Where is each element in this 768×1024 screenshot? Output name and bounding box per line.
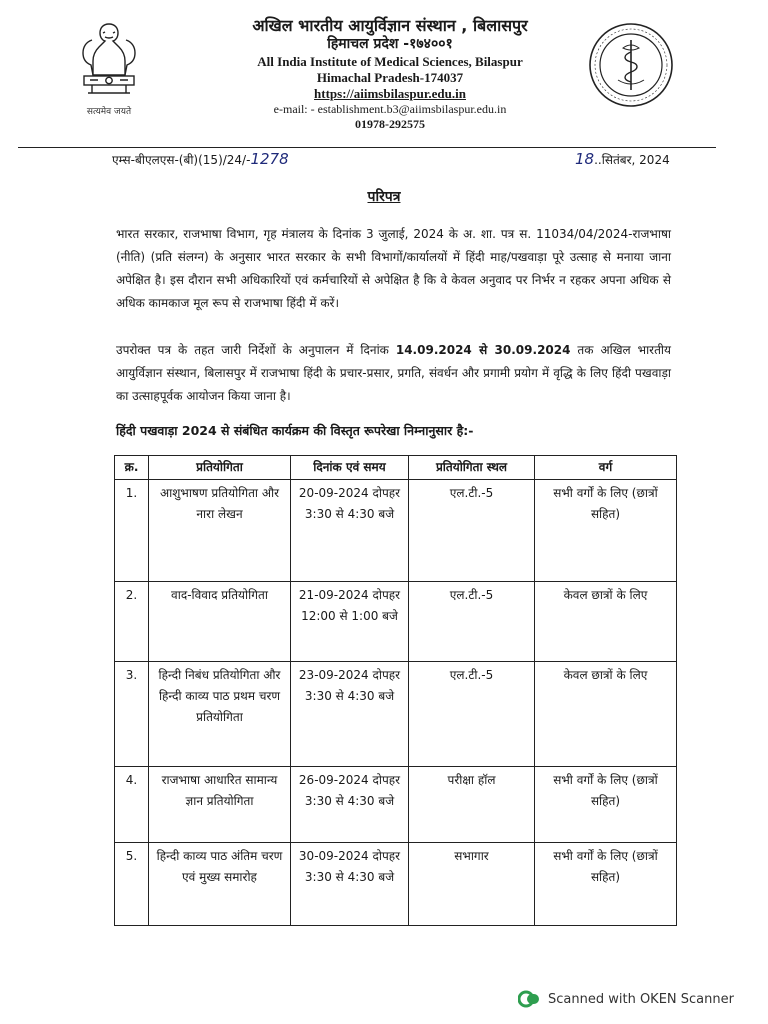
cell-serial: 4. (115, 767, 149, 843)
phone-number: 01978-292575 (355, 117, 425, 132)
header-date-time: दिनांक एवं समय (291, 456, 409, 480)
header-serial: क्र. (115, 456, 149, 480)
cell-competition: हिन्दी निबंध प्रतियोगिता और हिन्दी काव्य पाठ प्रथम चरण प्रतियोगिता (149, 662, 291, 767)
cell-venue: एल.टी.-5 (409, 582, 535, 662)
state-english: Himachal Pradesh-174037 (316, 69, 464, 85)
website-link[interactable]: https://aiimsbilaspur.edu.in (314, 86, 466, 101)
cell-venue: परीक्षा हॉल (409, 767, 535, 843)
cell-competition: हिन्दी काव्य पाठ अंतिम चरण एवं मुख्य समारोह (149, 843, 291, 926)
emblem-caption: सत्यमेव जयते (86, 107, 132, 117)
cell-date-time: 30-09-2024 दोपहर 3:30 से 4:30 बजे (291, 843, 409, 926)
scanner-watermark (518, 990, 734, 1008)
header-category: वर्ग (535, 456, 677, 480)
cell-category: सभी वर्गों के लिए (छात्रों सहित) (535, 767, 677, 843)
letter-date (575, 150, 670, 168)
scanner-text: Scanned with OKEN Scanner (548, 991, 734, 1007)
table-row (115, 582, 677, 662)
cell-competition: वाद-विवाद प्रतियोगिता (149, 582, 291, 662)
document-subject: परिपत्र (367, 189, 401, 205)
program-table (114, 455, 677, 926)
date-handwritten-day: 18 (575, 150, 595, 168)
paragraph-2-part-c: तक अखिल भारतीय आयुर्विज्ञान संस्थान, बिलासपुर में राजभाषा हिंदी के प्रचार-प्रसार, प्रगति, संवर्धन और प्रगामी प्रयोग में वृद्धि के लिए हिंदी पखवाड़ा का उत्साहपूर्वक आयोजन किया जाना है। (116, 343, 672, 403)
table-row (115, 480, 677, 582)
cell-serial: 2. (115, 582, 149, 662)
reference-handwritten-number: 1278 (250, 150, 289, 168)
paragraph-2-part-a: उपरोक्त पत्र के तहत जारी निर्देशों के अनुपालन में दिनांक (116, 343, 396, 357)
cell-category: सभी वर्गों के लिए (छात्रों सहित) (535, 480, 677, 582)
header-competition: प्रतियोगिता (149, 456, 291, 480)
header-rule (18, 147, 716, 148)
cell-date-time: 20-09-2024 दोपहर 3:30 से 4:30 बजे (291, 480, 409, 582)
date-month-year: ..सितंबर, 2024 (594, 153, 670, 167)
paragraph-2-connector: से (471, 343, 495, 357)
table-header-row (115, 456, 677, 480)
aiims-seal-icon (588, 22, 674, 108)
national-emblem (70, 16, 148, 120)
table-row (115, 767, 677, 843)
cell-serial: 5. (115, 843, 149, 926)
cell-date-time: 21-09-2024 दोपहर 12:00 से 1:00 बजे (291, 582, 409, 662)
table-row (115, 662, 677, 767)
paragraph-2-end-date: 30.09.2024 (494, 343, 571, 357)
reference-prefix: एम्स-बीएलएस-(बी)(15)/24/- (112, 153, 251, 167)
reference-number (112, 150, 289, 168)
national-emblem-icon (70, 16, 148, 102)
org-name-hindi: अखिल भारतीय आयुर्विज्ञान संस्थान , बिलासपुर (252, 16, 528, 35)
cell-date-time: 26-09-2024 दोपहर 3:30 से 4:30 बजे (291, 767, 409, 843)
cell-competition: राजभाषा आधारित सामान्य ज्ञान प्रतियोगिता (149, 767, 291, 843)
cell-venue: एल.टी.-5 (409, 662, 535, 767)
cell-competition: आशुभाषण प्रतियोगिता और नारा लेखन (149, 480, 291, 582)
cell-date-time: 23-09-2024 दोपहर 3:30 से 4:30 बजे (291, 662, 409, 767)
cell-category: केवल छात्रों के लिए (535, 662, 677, 767)
email-line: e-mail: - establishment.b3@aiimsbilaspur.edu.in (273, 102, 507, 117)
letterhead (190, 16, 590, 132)
table-row (115, 843, 677, 926)
cell-category: केवल छात्रों के लिए (535, 582, 677, 662)
cell-venue: सभागार (409, 843, 535, 926)
org-name-english: All India Institute of Medical Sciences, Bilaspur (257, 53, 523, 69)
header-venue: प्रतियोगिता स्थल (409, 456, 535, 480)
cell-category: सभी वर्गों के लिए (छात्रों सहित) (535, 843, 677, 926)
table-heading: हिंदी पखवाड़ा 2024 से संबंधित कार्यक्रम की विस्तृत रूपरेखा निम्नानुसार है:- (116, 423, 474, 438)
paragraph-2-start-date: 14.09.2024 (395, 343, 472, 357)
cell-serial: 3. (115, 662, 149, 767)
paragraph-1: भारत सरकार, राजभाषा विभाग, गृह मंत्रालय के दिनांक 3 जुलाई, 2024 के अ. शा. पत्र स. 11034/04/2024-राजभाषा (नीति) (प्रति संलग्न) के अनुसार भारत सरकार के सभी विभागों/कार्यालयों में हिंदी माह/पखवाड़ा पूरे उत्साह से मनाया जाना अपेक्षित है। इस दौरान सभी अधिकारियों एवं कर्मचारियों से अपेक्षित है कि वे केवल अनुवाद पर निर्भर न रहकर अपना अधिक से अधिक कामकाज मूल रूप से राजभाषा हिंदी में करें। (116, 227, 671, 310)
paragraph-2 (116, 339, 671, 408)
state-hindi: हिमाचल प्रदेश -१७४००१ (327, 36, 453, 52)
cell-serial: 1. (115, 480, 149, 582)
aiims-seal (588, 22, 674, 108)
oken-scanner-icon (518, 990, 540, 1008)
cell-venue: एल.टी.-5 (409, 480, 535, 582)
